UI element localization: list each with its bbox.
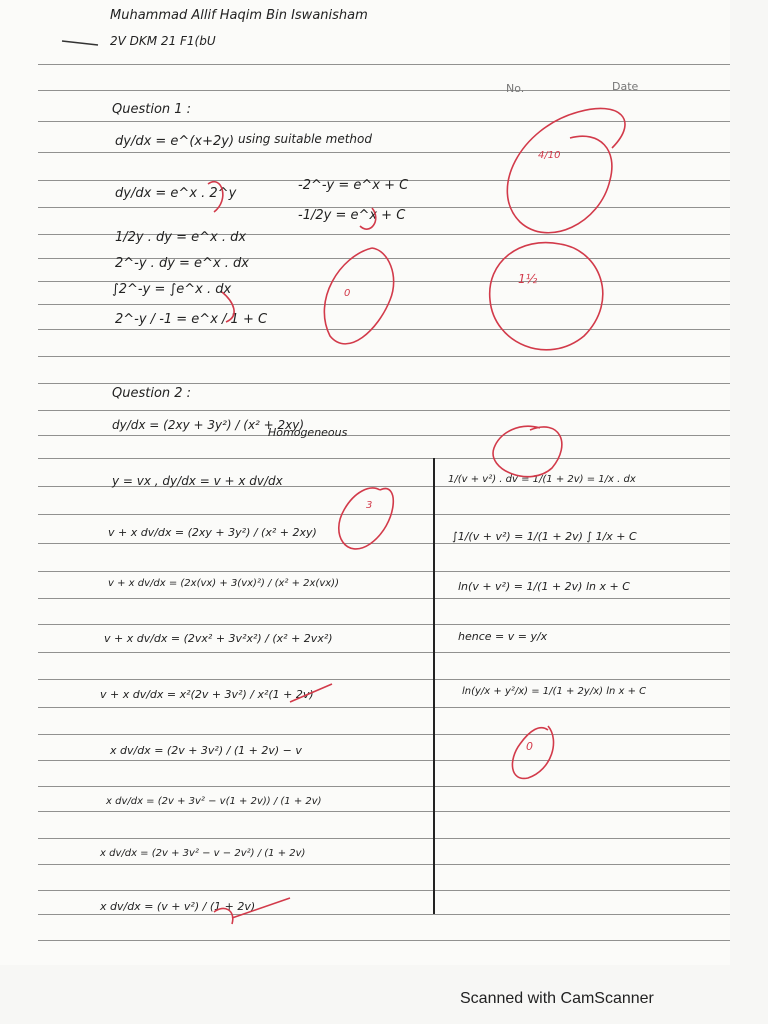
- grade-circle-2: [490, 243, 603, 350]
- q2-right-5: ln(y/x + y²/x) = 1/(1 + 2y/x) ln x + C: [462, 686, 647, 697]
- q1-right-1: -2^-y = e^x + C: [298, 178, 409, 193]
- grade-arrow-2: [232, 898, 290, 918]
- date-label: Date: [612, 80, 639, 93]
- grade-mark-5: 0: [526, 740, 533, 753]
- q1-title: Question 1 :: [112, 102, 192, 117]
- q1-right-2: -1/2y = e^x + C: [298, 208, 406, 223]
- grade-arrow-1: [290, 684, 332, 702]
- grade-mark-3: 0: [344, 288, 351, 299]
- q2-type: Homogeneous: [268, 426, 348, 439]
- grade-circle-4: [493, 426, 562, 476]
- q2-right-1: 1/(v + v²) . dv = 1/(1 + 2v) = 1/x . dx: [448, 474, 636, 485]
- grade-tick-q1b: [360, 208, 376, 229]
- q1-step-5: 2^-y / -1 = e^x / 1 + C: [115, 312, 268, 327]
- q2-right-4: hence = v = y/x: [458, 630, 548, 643]
- student-name: Muhammad Allif Haqim Bin Iswanisham: [110, 8, 368, 23]
- q1-method: using suitable method: [238, 132, 372, 146]
- q1-equation: dy/dx = e^(x+2y): [115, 134, 235, 149]
- q2-equation: dy/dx = (2xy + 3y²) / (x² + 2xy): [112, 418, 305, 432]
- grade-circle-3: [324, 248, 393, 344]
- grade-curl: [214, 908, 233, 924]
- grade-circle-1: [507, 108, 625, 232]
- q1-step-3: 2^-y . dy = e^x . dx: [115, 256, 249, 271]
- grade-tick-q1c: [222, 292, 234, 322]
- q2-line-6: x dv/dx = (2v + 3v² − v(1 + 2v)) / (1 + 2v): [106, 796, 322, 807]
- q2-right-2: ∫1/(v + v²) = 1/(1 + 2v) ∫ 1/x + C: [452, 530, 637, 543]
- q1-step-2: 1/2y . dy = e^x . dx: [115, 230, 247, 245]
- q2-line-2: v + x dv/dx = (2x(vx) + 3(vx)²) / (x² + 2x(vx)): [108, 578, 339, 589]
- q2-line-1: v + x dv/dx = (2xy + 3y²) / (x² + 2xy): [108, 526, 317, 539]
- grade-tick-q1a: [208, 182, 223, 212]
- q2-title: Question 2 :: [112, 386, 192, 401]
- grade-mark-1: 4/10: [538, 150, 561, 161]
- corner-mark: [62, 41, 98, 45]
- class-id: 2V DKM 21 F1(bU: [110, 34, 216, 48]
- q2-line-5: x dv/dx = (2v + 3v²) / (1 + 2v) − v: [110, 744, 302, 757]
- q2-line-4: v + x dv/dx = x²(2v + 3v²) / x²(1 + 2v): [100, 688, 314, 701]
- q2-line-3: v + x dv/dx = (2vx² + 3v²x²) / (x² + 2vx²): [104, 632, 333, 645]
- grade-mark-2: 1½: [518, 272, 538, 286]
- no-label: No.: [506, 82, 525, 95]
- q1-step-1: dy/dx = e^x . 2^y: [115, 186, 237, 201]
- q2-right-3: ln(v + v²) = 1/(1 + 2v) ln x + C: [458, 580, 630, 593]
- q2-line-7: x dv/dx = (2v + 3v² − v − 2v²) / (1 + 2v): [100, 848, 306, 859]
- q2-line-8: x dv/dx = (v + v²) / (1 + 2v): [100, 900, 256, 913]
- grade-circle-5: [339, 488, 394, 549]
- camscanner-watermark: Scanned with CamScanner: [460, 990, 654, 1007]
- q2-substitution: y = vx , dy/dx = v + x dv/dx: [112, 474, 283, 488]
- q1-step-4: ∫2^-y = ∫e^x . dx: [112, 282, 232, 297]
- grade-mark-4: 3: [366, 500, 373, 511]
